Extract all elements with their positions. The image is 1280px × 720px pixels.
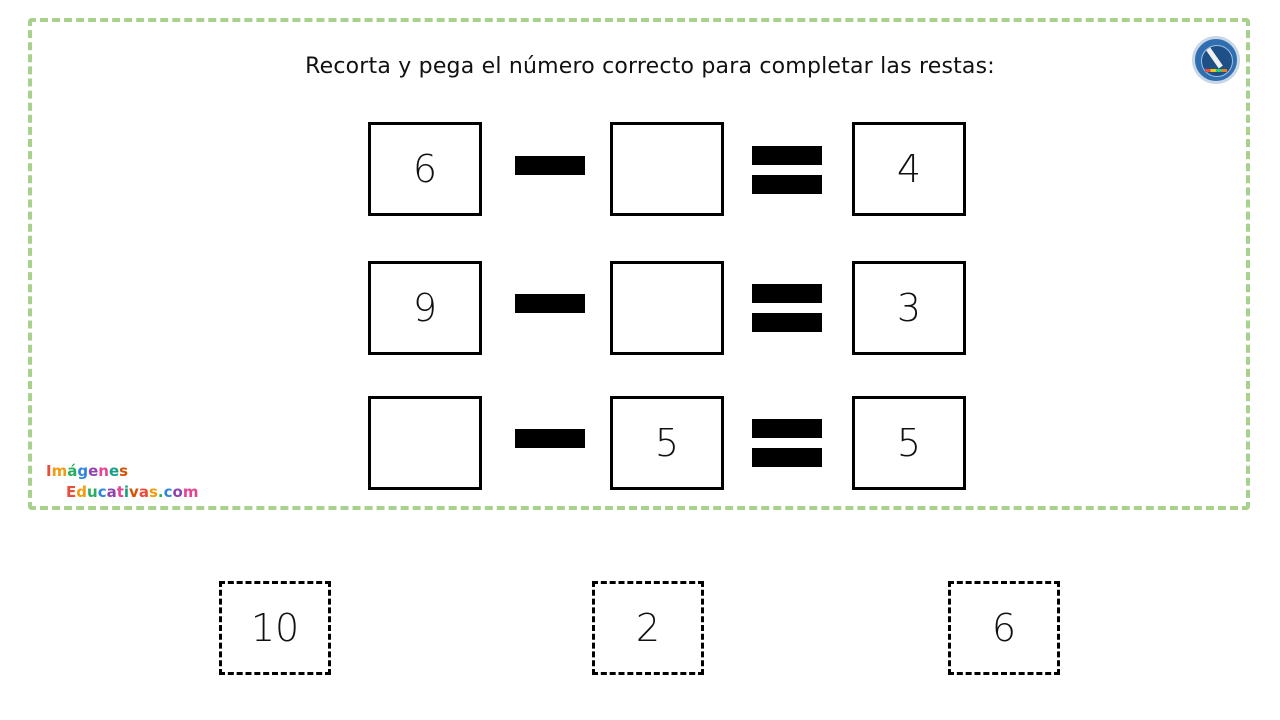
equation-2-result-box: 3 — [852, 261, 966, 355]
logo-line-1: Imágenes — [46, 462, 129, 480]
equation-2-subtrahend-box[interactable] — [610, 261, 724, 355]
equals-sign-icon-bottom — [752, 175, 822, 194]
imagenes-educativas-logo — [46, 462, 199, 501]
equals-sign-icon-top — [752, 146, 822, 165]
minus-sign-icon — [515, 156, 585, 175]
instruction-text: Recorta y pega el número correcto para completar las restas: — [305, 54, 995, 79]
equals-sign-icon-bottom — [752, 448, 822, 467]
equation-3-subtrahend-box: 5 — [610, 396, 724, 490]
equation-2-minuend-box: 9 — [368, 261, 482, 355]
equation-3-result-box: 5 — [852, 396, 966, 490]
equation-1-minuend-box: 6 — [368, 122, 482, 216]
cutout-card-2[interactable]: 2 — [592, 581, 704, 675]
cutout-card-1[interactable]: 10 — [219, 581, 331, 675]
site-badge-icon — [1192, 36, 1240, 84]
minus-sign-icon — [515, 429, 585, 448]
minus-sign-icon — [515, 294, 585, 313]
cutout-card-3[interactable]: 6 — [948, 581, 1060, 675]
equals-sign-icon-bottom — [752, 313, 822, 332]
equation-1-subtrahend-box[interactable] — [610, 122, 724, 216]
equation-3-minuend-box[interactable] — [368, 396, 482, 490]
equation-1-result-box: 4 — [852, 122, 966, 216]
equals-sign-icon-top — [752, 419, 822, 438]
equals-sign-icon-top — [752, 284, 822, 303]
logo-line-2: Educativas.com — [66, 483, 199, 501]
